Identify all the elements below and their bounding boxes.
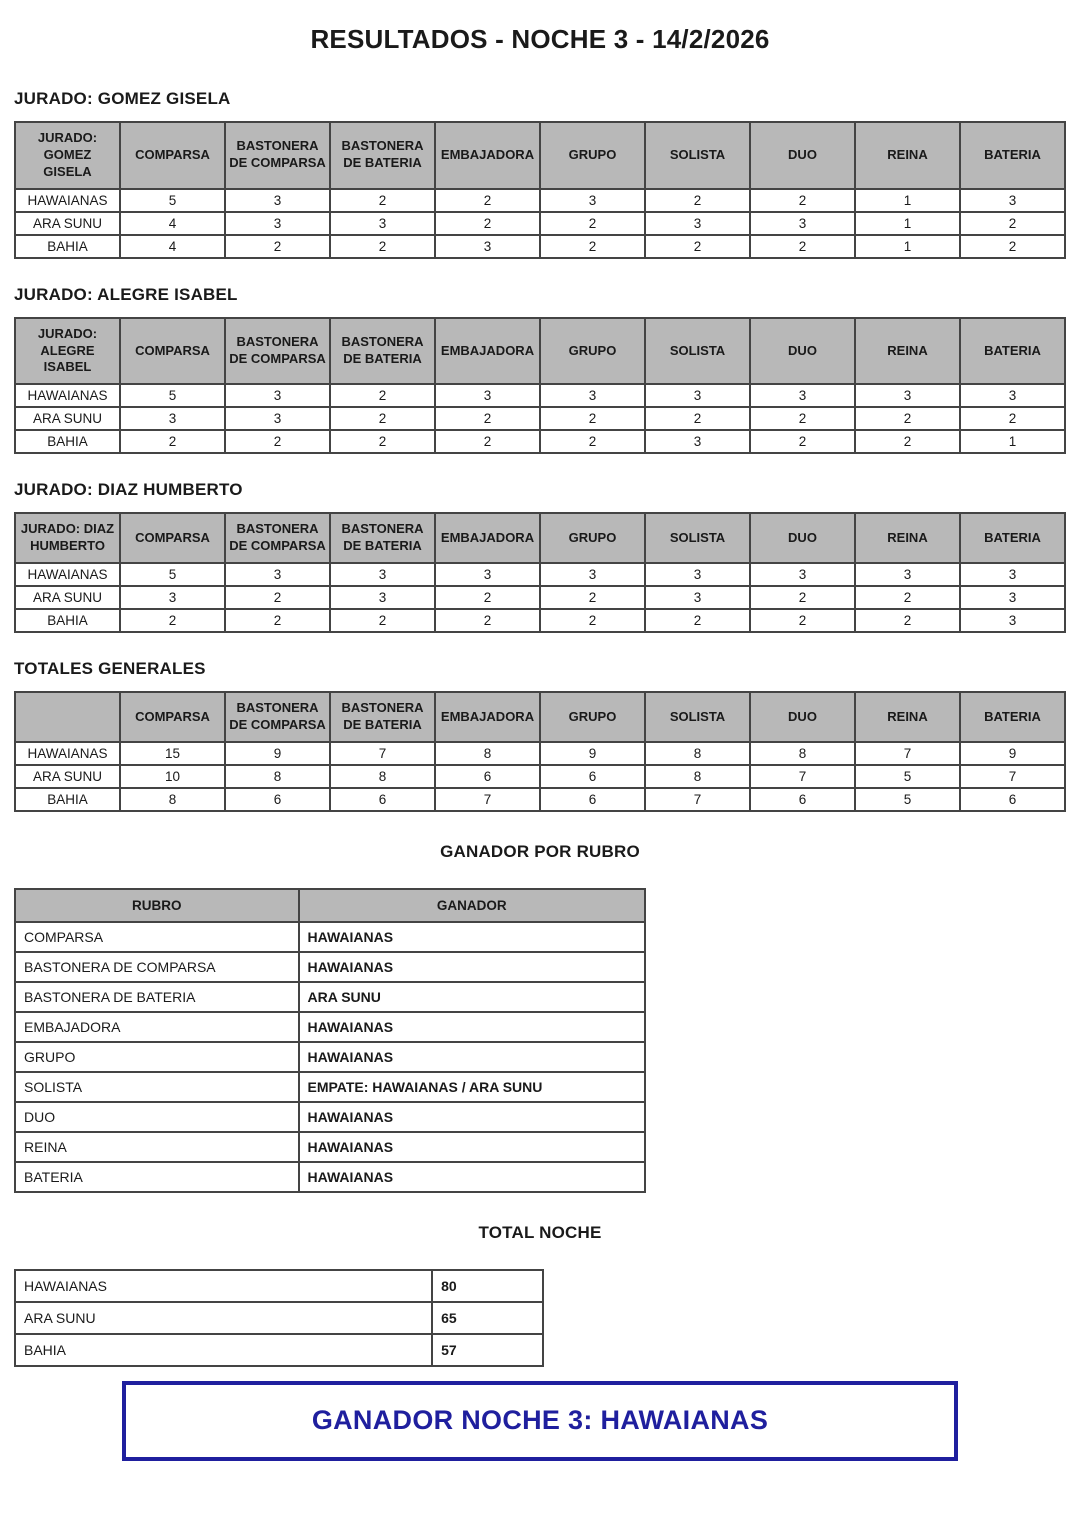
score-cell: 3 (645, 563, 750, 586)
rubro-cell: REINA (15, 1132, 299, 1162)
ganador-cell: HAWAIANAS (299, 1132, 646, 1162)
column-header: COMPARSA (120, 692, 225, 742)
total-cell: 80 (432, 1270, 543, 1302)
score-cell: 2 (750, 235, 855, 258)
score-cell: 3 (225, 563, 330, 586)
score-cell: 3 (960, 189, 1065, 212)
ganador-cell: ARA SUNU (299, 982, 646, 1012)
table-row (15, 952, 645, 982)
column-header: SOLISTA (645, 692, 750, 742)
table-row (15, 212, 1065, 235)
score-cell: 3 (540, 384, 645, 407)
score-cell: 8 (645, 765, 750, 788)
table-row (15, 609, 1065, 632)
rubro-cell: BASTONERA DE COMPARSA (15, 952, 299, 982)
score-cell: 7 (330, 742, 435, 765)
score-cell: 3 (960, 609, 1065, 632)
totales-generales-section (14, 659, 1066, 812)
column-header: DUO (750, 692, 855, 742)
row-label: HAWAIANAS (15, 384, 120, 407)
score-cell: 7 (645, 788, 750, 811)
score-cell: 3 (750, 212, 855, 235)
column-header: BATERIA (960, 692, 1065, 742)
group-name-cell: ARA SUNU (15, 1302, 432, 1334)
ganador-cell: EMPATE: HAWAIANAS / ARA SUNU (299, 1072, 646, 1102)
row-label: ARA SUNU (15, 407, 120, 430)
column-header: REINA (855, 318, 960, 385)
row-label: ARA SUNU (15, 212, 120, 235)
ganador-cell: HAWAIANAS (299, 1162, 646, 1192)
table-row (15, 1102, 645, 1132)
score-cell: 8 (225, 765, 330, 788)
score-cell: 2 (330, 189, 435, 212)
score-cell: 6 (435, 765, 540, 788)
score-cell: 2 (540, 609, 645, 632)
score-cell: 3 (960, 586, 1065, 609)
table-row (15, 982, 645, 1012)
total-cell: 57 (432, 1334, 543, 1366)
column-header: REINA (855, 122, 960, 189)
score-cell: 3 (225, 212, 330, 235)
table-row (15, 1072, 645, 1102)
score-cell: 2 (540, 212, 645, 235)
score-cell: 7 (435, 788, 540, 811)
ganador-por-rubro-section (14, 842, 1066, 1193)
section-heading: JURADO: ALEGRE ISABEL (14, 284, 238, 304)
score-cell: 1 (855, 189, 960, 212)
score-cell: 2 (225, 586, 330, 609)
score-cell: 3 (855, 384, 960, 407)
score-cell: 2 (330, 235, 435, 258)
ganador-por-rubro-table (14, 888, 646, 1193)
winner-banner-text: GANADOR NOCHE 3: HAWAIANAS (311, 1405, 769, 1436)
rubro-column-header: RUBRO (15, 889, 299, 922)
table-row (15, 586, 1065, 609)
score-cell: 6 (225, 788, 330, 811)
score-cell: 3 (540, 189, 645, 212)
column-header: SOLISTA (645, 122, 750, 189)
score-cell: 5 (855, 788, 960, 811)
ganador-cell: HAWAIANAS (299, 1042, 646, 1072)
score-cell: 3 (120, 586, 225, 609)
table-row (15, 563, 1065, 586)
column-header: DUO (750, 122, 855, 189)
ganador-por-rubro-heading: GANADOR POR RUBRO (440, 841, 640, 861)
score-cell: 2 (540, 430, 645, 453)
column-header: COMPARSA (120, 513, 225, 563)
ganador-cell: HAWAIANAS (299, 922, 646, 952)
score-cell: 15 (120, 742, 225, 765)
score-cell: 3 (540, 563, 645, 586)
row-label: ARA SUNU (15, 765, 120, 788)
table-row (15, 1270, 543, 1302)
column-header: DUO (750, 318, 855, 385)
score-cell: 6 (540, 765, 645, 788)
column-header: REINA (855, 692, 960, 742)
score-cell: 10 (120, 765, 225, 788)
score-cell: 2 (330, 430, 435, 453)
table-row (15, 1334, 543, 1366)
score-cell: 3 (960, 563, 1065, 586)
column-header: EMBAJADORA (435, 513, 540, 563)
column-header: BASTONERA DE COMPARSA (225, 318, 330, 385)
judge-section-alegre-isabel (14, 285, 1066, 455)
score-cell: 8 (435, 742, 540, 765)
table-row (15, 1162, 645, 1192)
score-cell: 2 (330, 407, 435, 430)
rubro-cell: SOLISTA (15, 1072, 299, 1102)
row-label: ARA SUNU (15, 586, 120, 609)
column-header: BATERIA (960, 513, 1065, 563)
column-header: GRUPO (540, 513, 645, 563)
score-cell: 2 (540, 586, 645, 609)
rubro-cell: EMBAJADORA (15, 1012, 299, 1042)
score-cell: 3 (120, 407, 225, 430)
total-noche-section (14, 1223, 1066, 1367)
score-cell: 4 (120, 235, 225, 258)
score-cell: 2 (225, 609, 330, 632)
score-cell: 2 (225, 235, 330, 258)
page-title: RESULTADOS - NOCHE 3 - 14/2/2026 (310, 24, 770, 54)
total-noche-table (14, 1269, 544, 1367)
column-header: EMBAJADORA (435, 318, 540, 385)
score-cell: 2 (540, 407, 645, 430)
score-cell: 6 (750, 788, 855, 811)
rubro-cell: BASTONERA DE BATERIA (15, 982, 299, 1012)
score-cell: 3 (225, 189, 330, 212)
rubro-cell: GRUPO (15, 1042, 299, 1072)
row-label: HAWAIANAS (15, 563, 120, 586)
score-cell: 2 (750, 407, 855, 430)
score-cell: 6 (960, 788, 1065, 811)
score-cell: 1 (960, 430, 1065, 453)
judge-corner-label: JURADO: ALEGRE ISABEL (15, 318, 120, 385)
score-cell: 3 (960, 384, 1065, 407)
rubro-cell: DUO (15, 1102, 299, 1132)
score-cell: 2 (960, 212, 1065, 235)
score-cell: 2 (855, 407, 960, 430)
score-cell: 2 (540, 235, 645, 258)
score-cell: 3 (435, 384, 540, 407)
score-cell: 3 (225, 407, 330, 430)
column-header: GRUPO (540, 122, 645, 189)
score-cell: 7 (855, 742, 960, 765)
column-header: COMPARSA (120, 122, 225, 189)
section-heading: TOTALES GENERALES (14, 659, 206, 679)
judge-corner-label (15, 692, 120, 742)
score-table-gomez-gisela (14, 121, 1066, 259)
column-header: BASTONERA DE BATERIA (330, 692, 435, 742)
score-cell: 2 (750, 189, 855, 212)
table-row (15, 430, 1065, 453)
score-cell: 2 (855, 430, 960, 453)
score-cell: 4 (120, 212, 225, 235)
rubro-cell: COMPARSA (15, 922, 299, 952)
score-cell: 5 (120, 563, 225, 586)
column-header: BATERIA (960, 122, 1065, 189)
row-label: BAHIA (15, 609, 120, 632)
score-cell: 2 (435, 189, 540, 212)
group-name-cell: HAWAIANAS (15, 1270, 432, 1302)
table-row (15, 1042, 645, 1072)
column-header: DUO (750, 513, 855, 563)
header-row (15, 318, 1065, 385)
score-cell: 3 (435, 235, 540, 258)
score-cell: 3 (645, 586, 750, 609)
column-header: REINA (855, 513, 960, 563)
score-cell: 8 (330, 765, 435, 788)
rubro-cell: BATERIA (15, 1162, 299, 1192)
table-row (15, 1132, 645, 1162)
score-cell: 9 (540, 742, 645, 765)
total-cell: 65 (432, 1302, 543, 1334)
score-cell: 3 (645, 212, 750, 235)
score-table-alegre-isabel (14, 317, 1066, 455)
header-row (15, 889, 645, 922)
score-cell: 3 (645, 430, 750, 453)
judge-section-gomez-gisela (14, 89, 1066, 259)
row-label: BAHIA (15, 235, 120, 258)
table-row (15, 765, 1065, 788)
column-header: GRUPO (540, 318, 645, 385)
score-cell: 3 (855, 563, 960, 586)
column-header: SOLISTA (645, 318, 750, 385)
column-header: BASTONERA DE BATERIA (330, 318, 435, 385)
score-cell: 2 (855, 586, 960, 609)
table-row (15, 384, 1065, 407)
row-label: BAHIA (15, 430, 120, 453)
table-row (15, 922, 645, 952)
table-row (15, 1012, 645, 1042)
score-cell: 6 (540, 788, 645, 811)
score-cell: 2 (330, 384, 435, 407)
table-row (15, 407, 1065, 430)
score-cell: 2 (435, 212, 540, 235)
column-header: EMBAJADORA (435, 692, 540, 742)
row-label: HAWAIANAS (15, 742, 120, 765)
score-cell: 2 (645, 407, 750, 430)
score-cell: 3 (750, 563, 855, 586)
score-cell: 2 (645, 609, 750, 632)
table-row (15, 189, 1065, 212)
judge-corner-label: JURADO: DIAZ HUMBERTO (15, 513, 120, 563)
column-header: BATERIA (960, 318, 1065, 385)
score-cell: 2 (645, 235, 750, 258)
score-cell: 6 (330, 788, 435, 811)
ganador-cell: HAWAIANAS (299, 952, 646, 982)
score-cell: 1 (855, 235, 960, 258)
column-header: GRUPO (540, 692, 645, 742)
score-cell: 2 (435, 407, 540, 430)
score-cell: 5 (120, 384, 225, 407)
section-heading: JURADO: GOMEZ GISELA (14, 89, 231, 108)
column-header: BASTONERA DE COMPARSA (225, 692, 330, 742)
table-row (15, 742, 1065, 765)
score-cell: 8 (120, 788, 225, 811)
score-cell: 7 (960, 765, 1065, 788)
column-header: BASTONERA DE BATERIA (330, 513, 435, 563)
row-label: BAHIA (15, 788, 120, 811)
score-cell: 7 (750, 765, 855, 788)
score-cell: 2 (120, 430, 225, 453)
score-cell: 2 (435, 430, 540, 453)
score-cell: 2 (645, 189, 750, 212)
judge-section-diaz-humberto (14, 480, 1066, 633)
table-row (15, 235, 1065, 258)
score-cell: 2 (225, 430, 330, 453)
winner-banner (122, 1381, 958, 1461)
score-cell: 3 (645, 384, 750, 407)
score-cell: 5 (855, 765, 960, 788)
score-cell: 9 (960, 742, 1065, 765)
header-row (15, 692, 1065, 742)
judge-corner-label: JURADO: GOMEZ GISELA (15, 122, 120, 189)
header-row (15, 513, 1065, 563)
score-cell: 8 (750, 742, 855, 765)
total-noche-heading: TOTAL NOCHE (478, 1222, 602, 1242)
totales-generales-table (14, 691, 1066, 812)
ganador-column-header: GANADOR (299, 889, 646, 922)
column-header: BASTONERA DE COMPARSA (225, 122, 330, 189)
ganador-cell: HAWAIANAS (299, 1102, 646, 1132)
score-cell: 2 (435, 586, 540, 609)
column-header: BASTONERA DE BATERIA (330, 122, 435, 189)
score-cell: 3 (330, 212, 435, 235)
column-header: BASTONERA DE COMPARSA (225, 513, 330, 563)
score-cell: 2 (855, 609, 960, 632)
score-cell: 9 (225, 742, 330, 765)
section-heading: JURADO: DIAZ HUMBERTO (14, 480, 243, 500)
table-row (15, 1302, 543, 1334)
score-cell: 2 (960, 407, 1065, 430)
score-cell: 3 (750, 384, 855, 407)
column-header: EMBAJADORA (435, 122, 540, 189)
column-header: COMPARSA (120, 318, 225, 385)
score-cell: 3 (225, 384, 330, 407)
score-cell: 2 (120, 609, 225, 632)
score-cell: 3 (330, 586, 435, 609)
column-header: SOLISTA (645, 513, 750, 563)
score-cell: 2 (750, 430, 855, 453)
score-cell: 5 (120, 189, 225, 212)
score-cell: 3 (330, 563, 435, 586)
row-label: HAWAIANAS (15, 189, 120, 212)
score-cell: 2 (750, 586, 855, 609)
ganador-cell: HAWAIANAS (299, 1012, 646, 1042)
table-row (15, 788, 1065, 811)
group-name-cell: BAHIA (15, 1334, 432, 1366)
score-cell: 2 (960, 235, 1065, 258)
score-cell: 3 (435, 563, 540, 586)
score-cell: 2 (330, 609, 435, 632)
score-cell: 8 (645, 742, 750, 765)
score-cell: 2 (750, 609, 855, 632)
score-cell: 2 (435, 609, 540, 632)
score-cell: 1 (855, 212, 960, 235)
score-table-diaz-humberto (14, 512, 1066, 633)
header-row (15, 122, 1065, 189)
